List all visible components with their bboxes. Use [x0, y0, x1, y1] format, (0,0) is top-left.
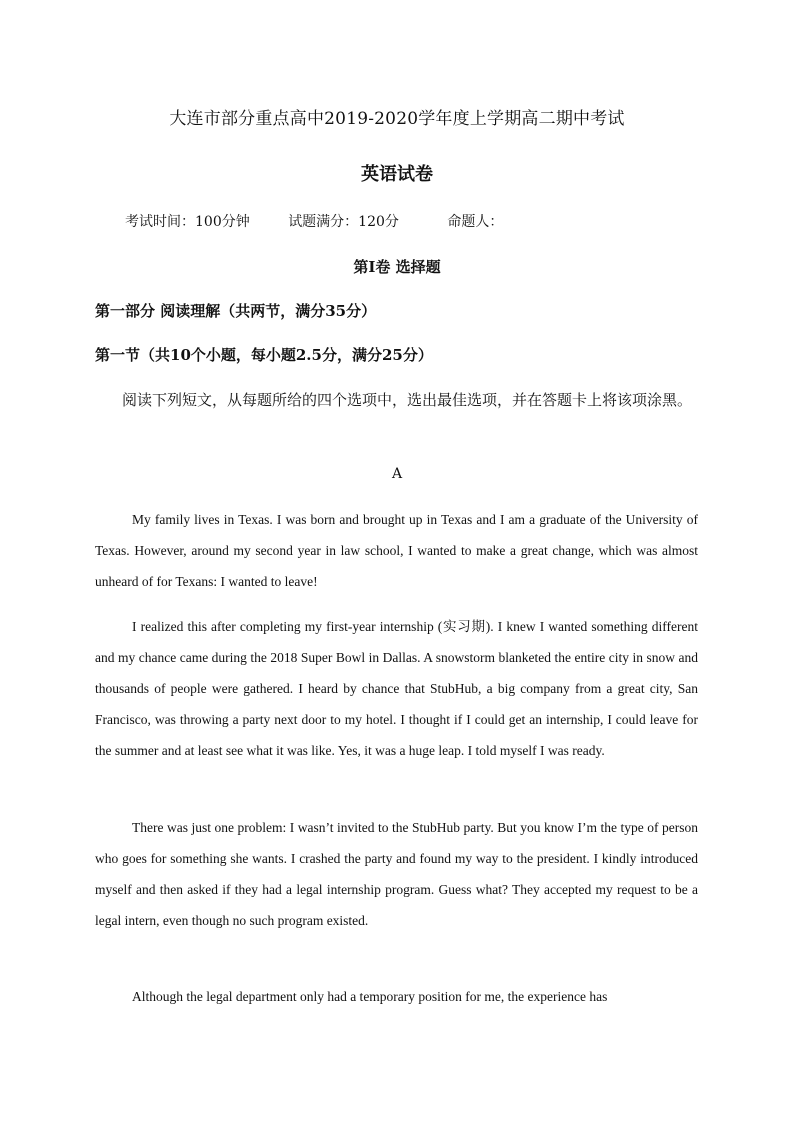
section-heading: 第一节（共10个小题，每小题2.5分，满分25分）: [95, 346, 433, 364]
exam-score: 试题满分：120分: [288, 214, 399, 230]
exam-meta: [125, 211, 503, 231]
instruction-text: 阅读下列短文，从每题所给的四个选项中，选出最佳选项，并在答题卡上将该项涂黑。: [122, 391, 693, 409]
exam-author: 命题人：: [447, 214, 504, 230]
passage-paragraph: I realized this after completing my first-year internship (实习期). I knew I wanted something different and my chance came during the 2018 Super Bowl in Dallas. A snowstorm blanketed the entire city in snow and thousands of people were gathered. I heard by chance that StubHub, a big company from a great city, San Francisco, was throwing a party next door to my hotel. I thought if I could get an internship, I could leave for the summer and at least see what it was like. Yes, it was a huge leap. I told myself I was ready.: [95, 619, 698, 758]
part-heading: 第一部分 阅读理解（共两节，满分35分）: [95, 302, 377, 320]
passage-paragraph: Although the legal department only had a temporary position for me, the experience has: [132, 989, 608, 1004]
passage-paragraph: There was just one problem: I wasn’t invited to the StubHub party. But you know I’m the type of person who goes for something she wants. I crashed the party and found my way to the president. I kindly introduced myself and then asked if they had a legal internship program. Guess what? They accepted my request to be a legal intern, even though no such program existed.: [95, 820, 698, 928]
passage-paragraph: My family lives in Texas. I was born and brought up in Texas and I am a graduate of the University of Texas. However, around my second year in law school, I wanted to make a great change, which was almost unheard of for Texans: I wanted to leave!: [95, 512, 698, 589]
volume-heading: 第I卷 选择题: [353, 258, 441, 276]
passage-label: A: [391, 466, 403, 482]
exam-time: 考试时间：100分钟: [125, 214, 250, 230]
exam-subtitle: 英语试卷: [361, 164, 433, 185]
exam-title: 大连市部分重点高中2019-2020学年度上学期高二期中考试: [169, 109, 625, 129]
